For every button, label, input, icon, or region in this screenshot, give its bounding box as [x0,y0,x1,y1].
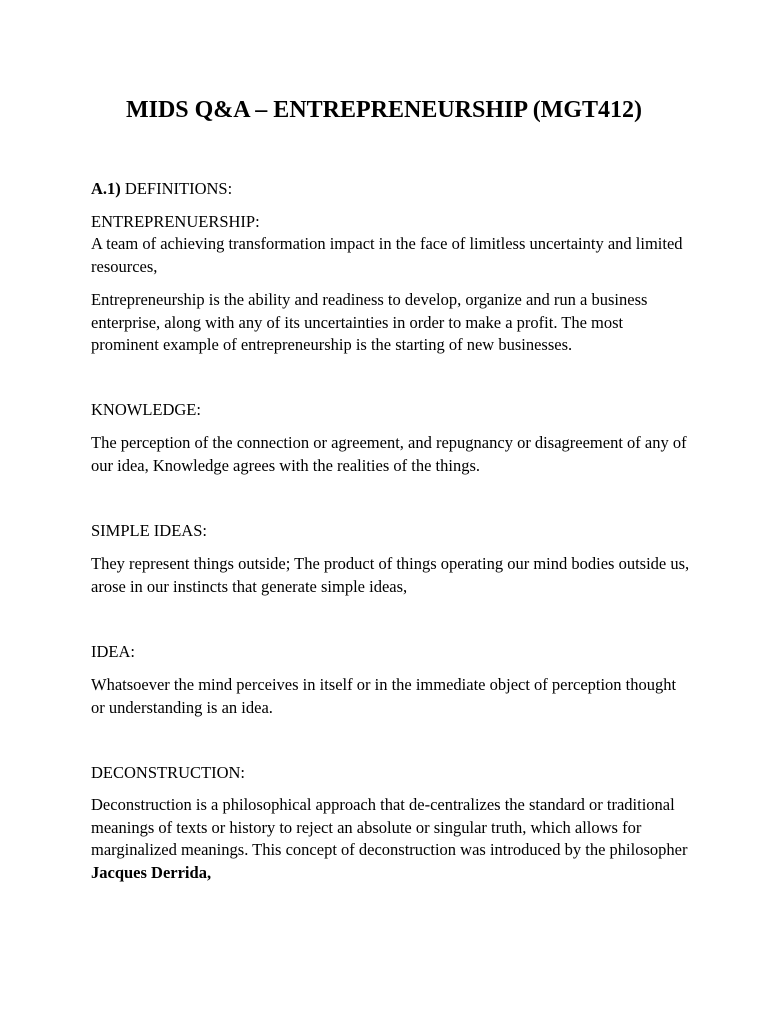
section-label: A.1) [91,179,121,198]
entrepreneurship-heading: ENTREPRENUERSHIP: [91,212,260,231]
simple-ideas-heading: SIMPLE IDEAS: [91,521,207,540]
entrepreneurship-definition-2: Entrepreneurship is the ability and readiness to develop, organize and run a business enterprise, along with any of its uncertainties in order to make a profit. The most prominent example of entrepreneurship is the starting of new businesses. [91,290,648,354]
simple-ideas-definition: They represent things outside; The product of things operating our mind bodies outside us, arose in our instincts that generate simple ideas, [91,554,690,596]
deconstruction-heading: DECONSTRUCTION: [91,763,246,782]
knowledge-definition: The perception of the connection or agreement, and repugnancy or disagreement of any of our idea, Knowledge agrees with the realities of the things. [91,433,687,475]
idea-definition: Whatsoever the mind perceives in itself or in the immediate object of perception thought or understanding is an idea. [91,675,677,717]
deconstruction-text: Deconstruction is a philosophical approach that de-centralizes the standard or traditional meanings of texts or history to reject an absolute or singular truth, which allows for marginalized meanings. This concept of deconstruction was introduced by the philosopher [91,795,688,859]
section-title: DEFINITIONS: [120,179,233,198]
page-title: MIDS Q&A – ENTREPRENEURSHIP (MGT412) [125,97,643,123]
entrepreneurship-definition-1: A team of achieving transformation impact in the face of limitless uncertainty and limited resources, [91,234,683,276]
idea-heading: IDEA: [91,642,135,661]
philosopher-name: Jacques Derrida, [91,862,212,882]
knowledge-heading: KNOWLEDGE: [91,400,201,419]
deconstruction-definition [91,794,691,884]
section-heading [91,178,691,201]
